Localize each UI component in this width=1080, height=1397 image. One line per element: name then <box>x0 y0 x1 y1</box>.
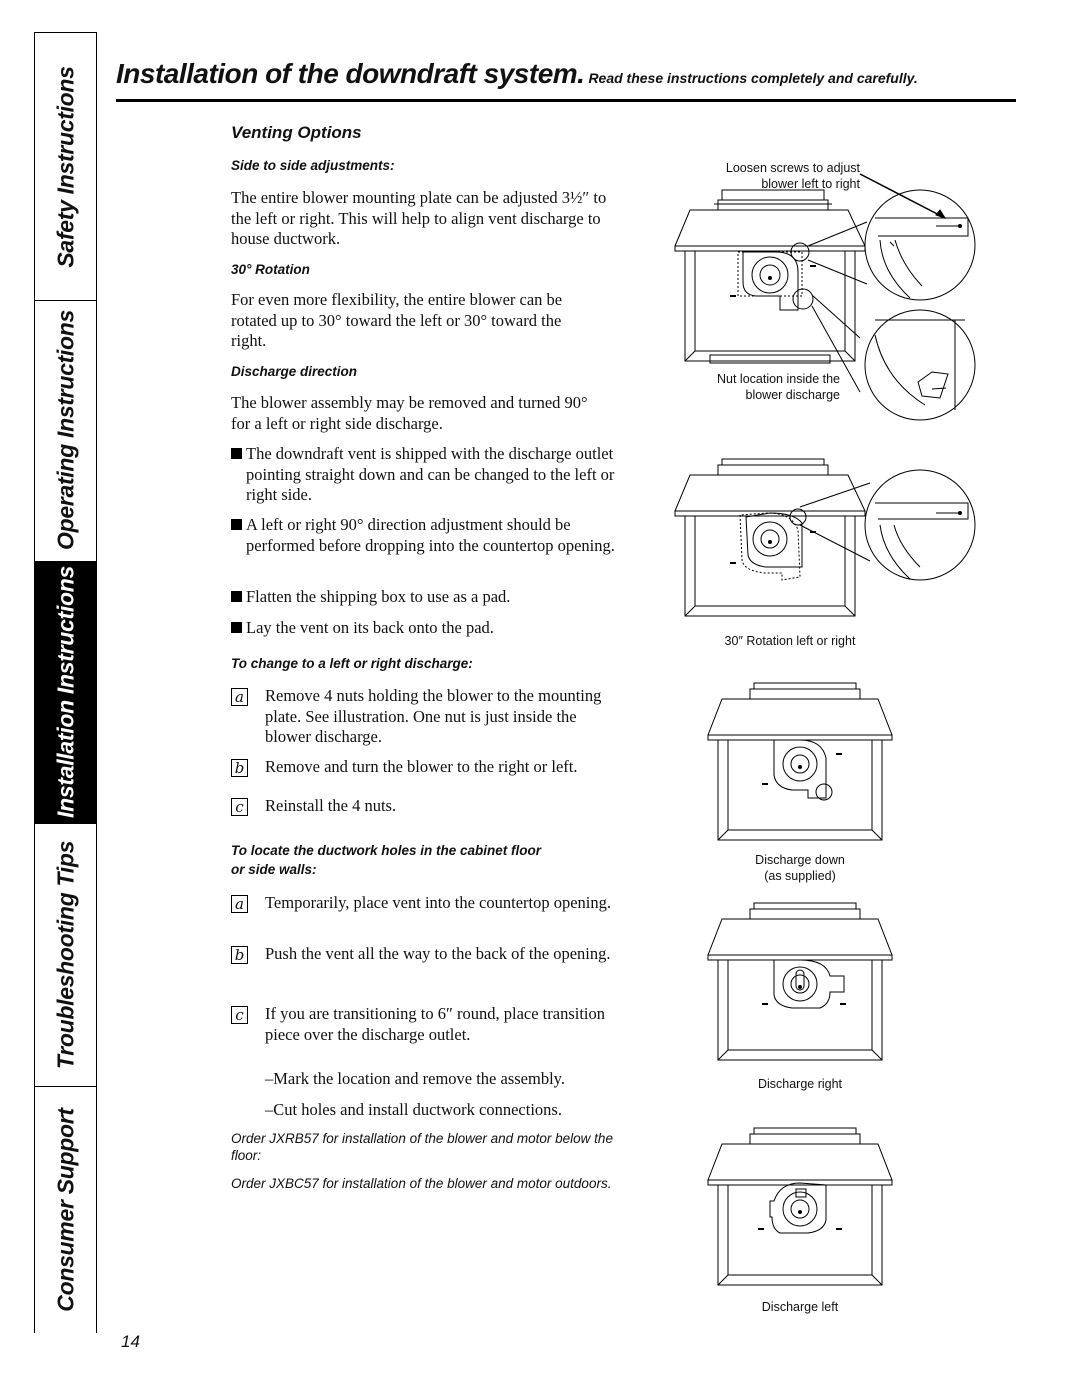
change-step-c <box>231 796 616 817</box>
section-tab-strip <box>34 32 97 1333</box>
step-text: If you are transitioning to 6″ round, place transition piece over the discharge outlet. <box>265 1004 605 1044</box>
fig2-rotation-diagram <box>670 455 990 630</box>
step-text: Remove 4 nuts holding the blower to the mounting plate. See illustration. One nut is just inside the blower discharge. <box>265 686 602 746</box>
change-step-b <box>231 757 616 778</box>
fig2-caption: 30″ Rotation left or right <box>724 634 856 648</box>
fig3-discharge-down-diagram <box>700 680 900 855</box>
change-step-a <box>231 686 616 748</box>
rotation-heading: 30° Rotation <box>231 262 310 277</box>
discharge-heading: Discharge direction <box>231 364 358 379</box>
fig1-blower-adjust-diagram <box>670 160 990 450</box>
page-title: Installation of the downdraft system. <box>116 58 585 89</box>
tab-label: Installation Instructions <box>52 566 78 818</box>
step-text: Reinstall the 4 nuts. <box>265 796 397 815</box>
side-adjust-heading: Side to side adjustments: <box>231 158 395 173</box>
tab-label: Troubleshooting Tips <box>52 840 78 1069</box>
fig4-discharge-right-diagram <box>700 900 900 1075</box>
fig4-caption: Discharge right <box>757 1077 843 1091</box>
step-letter: a <box>231 895 248 913</box>
tab-label: Safety Instructions <box>52 65 78 268</box>
sub-step: –Cut holes and install ductwork connections. <box>265 1100 562 1119</box>
step-letter: c <box>231 798 248 816</box>
side-adjust-text: The entire blower mounting plate can be adjusted 3½″ to the left or right. This will help to align vent discharge to house ductwork. <box>231 188 607 248</box>
bullet-square <box>231 591 242 602</box>
locate-step-c <box>231 1004 616 1045</box>
bullet-square <box>231 519 242 530</box>
page-number: 14 <box>121 1332 140 1351</box>
step-letter: a <box>231 688 248 706</box>
tab-troubleshooting-tips[interactable] <box>35 823 96 1087</box>
page-subtitle: Read these instructions completely and carefully. <box>588 70 918 86</box>
step-letter: c <box>231 1006 248 1024</box>
bullet-item <box>231 618 616 639</box>
bullet-item <box>231 444 616 506</box>
rotation-text: For even more flexibility, the entire blower can be rotated up to 30° toward the left or 30° toward the right. <box>231 290 563 350</box>
fig5-caption: Discharge left <box>761 1300 839 1314</box>
caption-line: Nut location inside the <box>717 372 840 386</box>
step-text: Push the vent all the way to the back of the opening. <box>265 944 611 963</box>
step-letter: b <box>231 946 248 964</box>
bullet-item <box>231 587 616 608</box>
locate-step-a <box>231 893 616 914</box>
caption-line: (as supplied) <box>764 868 836 883</box>
tab-operating-instructions[interactable] <box>35 299 96 562</box>
locate-heading-line2: or side walls: <box>231 862 317 877</box>
step-text: Temporarily, place vent into the countertop opening. <box>265 893 612 912</box>
section-title: Venting Options <box>231 123 362 142</box>
sub-step: –Mark the location and remove the assembly. <box>265 1069 565 1088</box>
bullet-text: Lay the vent on its back onto the pad. <box>246 618 494 637</box>
fig3-caption <box>700 853 900 884</box>
bullet-square <box>231 622 242 633</box>
step-text: Remove and turn the blower to the right or left. <box>265 757 578 776</box>
tab-consumer-support[interactable] <box>35 1086 96 1333</box>
bullet-text: A left or right 90° direction adjustment should be performed before dropping into the countertop opening. <box>246 515 615 555</box>
bullet-square <box>231 448 242 459</box>
bullet-text: Flatten the shipping box to use as a pad. <box>246 587 511 606</box>
locate-step-b <box>231 944 616 965</box>
change-discharge-heading: To change to a left or right discharge: <box>231 656 473 671</box>
header-rule <box>116 99 1016 102</box>
fig5-discharge-left-diagram <box>700 1125 900 1300</box>
fig1-caption-nut <box>640 372 840 403</box>
discharge-text: The blower assembly may be removed and turned 90° for a left or right side discharge. <box>231 393 588 433</box>
bullet-item <box>231 515 616 556</box>
tab-safety-instructions[interactable] <box>35 32 96 301</box>
caption-line: Discharge down <box>755 853 845 867</box>
tab-installation-instructions[interactable] <box>35 561 96 824</box>
order-note-outdoors: Order JXBC57 for installation of the blower and motor outdoors. <box>231 1176 612 1191</box>
order-note-below-floor: Order JXRB57 for installation of the blower and motor below the floor: <box>231 1131 613 1163</box>
caption-line: blower left to right <box>761 176 860 191</box>
bullet-text: The downdraft vent is shipped with the discharge outlet pointing straight down and can be changed to the left or right side. <box>246 444 615 504</box>
page-header <box>116 58 1016 90</box>
caption-line: Loosen screws to adjust <box>725 161 860 175</box>
step-letter: b <box>231 759 248 777</box>
tab-label: Consumer Support <box>52 1107 78 1312</box>
caption-line: blower discharge <box>745 387 840 402</box>
locate-heading-line1: To locate the ductwork holes in the cabinet floor <box>231 843 542 858</box>
tab-label: Operating Instructions <box>52 309 78 551</box>
